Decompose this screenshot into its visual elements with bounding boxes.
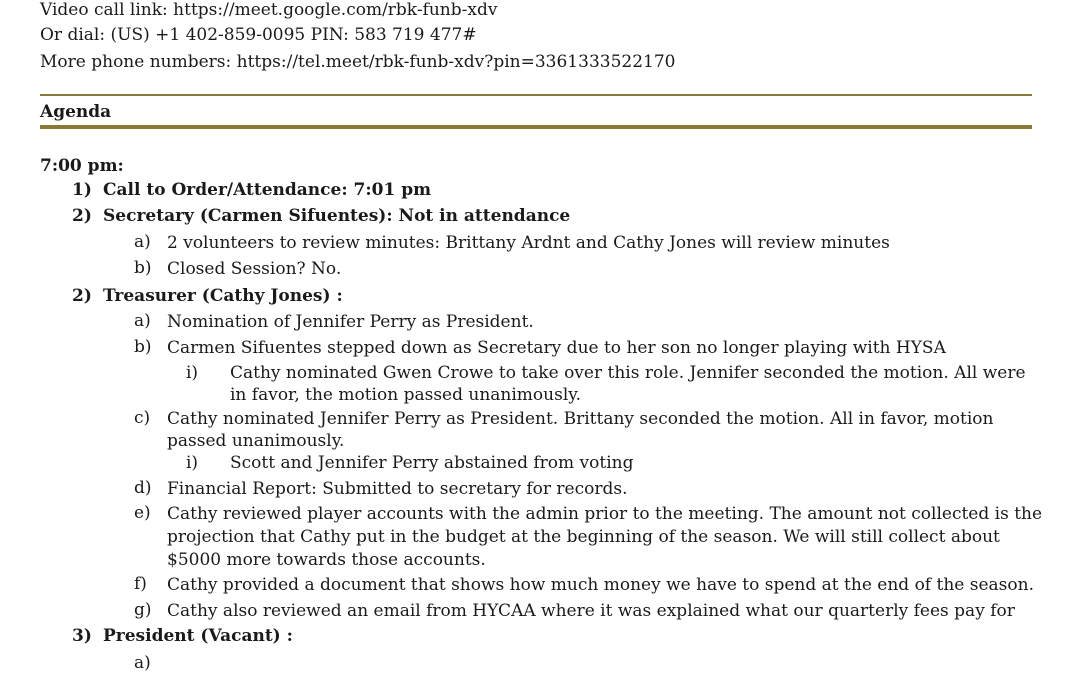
sub-item-number: b) (134, 337, 152, 357)
item-label: Treasurer (Cathy Jones) : (103, 286, 343, 306)
sub-item-number: a) (134, 311, 151, 331)
sub-item-text: Closed Session? No. (167, 259, 342, 279)
time-heading: 7:00 pm: (40, 156, 124, 176)
sub-item-text: Cathy also reviewed an email from HYCAA where it was explained what our quarterly fees pay for (167, 601, 1015, 621)
sub-item-text: Nomination of Jennifer Perry as President. (167, 312, 534, 332)
item-label: Secretary (Carmen Sifuentes): Not in attendance (103, 206, 571, 226)
item-label: President (Vacant) : (103, 626, 293, 646)
sub-item-number: d) (134, 478, 152, 498)
item-label: Call to Order/Attendance: 7:01 pm (103, 180, 432, 200)
sub-item-number: a) (134, 653, 151, 673)
sub-item-number: g) (134, 600, 152, 620)
item-number: 2) (72, 206, 92, 226)
sub-item-text: Cathy nominated Jennifer Perry as President. Brittany seconded the motion. All in favor, motion (167, 409, 994, 429)
item-number: 2) (72, 286, 92, 306)
sub-item-text-cont: passed unanimously. (167, 431, 345, 451)
sub-item-number: b) (134, 258, 152, 278)
sub-item-text: Cathy provided a document that shows how much money we have to spend at the end of the season. (167, 575, 1034, 595)
sub-item-text: Carmen Sifuentes stepped down as Secretary due to her son no longer playing with HYSA (167, 338, 946, 358)
sub-sub-item-text-cont: in favor, the motion passed unanimously. (230, 385, 582, 405)
sub-item-text-cont: $5000 more towards those accounts. (167, 550, 486, 570)
agenda-title: Agenda (40, 102, 112, 122)
sub-item-text: 2 volunteers to review minutes: Brittany Ardnt and Cathy Jones will review minutes (167, 233, 890, 253)
dial-in-number: Or dial: (US) +1 402-859-0095 PIN: 583 719 477# (40, 25, 477, 45)
sub-item-number: f) (134, 574, 147, 594)
sub-item-text-cont: projection that Cathy put in the budget at the beginning of the season. We will still collect about (167, 527, 1000, 547)
sub-item-number: c) (134, 408, 151, 428)
item-number: 1) (72, 180, 92, 200)
agenda-top-rule (40, 94, 1032, 96)
sub-sub-item-text: Cathy nominated Gwen Crowe to take over this role. Jennifer seconded the motion. All were (230, 363, 1026, 383)
sub-item-number: e) (134, 503, 151, 523)
sub-sub-item-number: i) (186, 453, 199, 473)
sub-sub-item-text: Scott and Jennifer Perry abstained from voting (230, 453, 634, 473)
sub-item-text: Financial Report: Submitted to secretary for records. (167, 479, 628, 499)
agenda-bottom-rule (40, 125, 1032, 129)
more-phone-numbers-link[interactable]: More phone numbers: https://tel.meet/rbk-funb-xdv?pin=3361333522170 (40, 52, 676, 72)
sub-item-number: a) (134, 232, 151, 252)
video-call-link[interactable]: Video call link: https://meet.google.com/rbk-funb-xdv (40, 0, 498, 20)
sub-sub-item-number: i) (186, 363, 199, 383)
item-number: 3) (72, 626, 92, 646)
sub-item-text: Cathy reviewed player accounts with the admin prior to the meeting. The amount not collected is the (167, 504, 1043, 524)
